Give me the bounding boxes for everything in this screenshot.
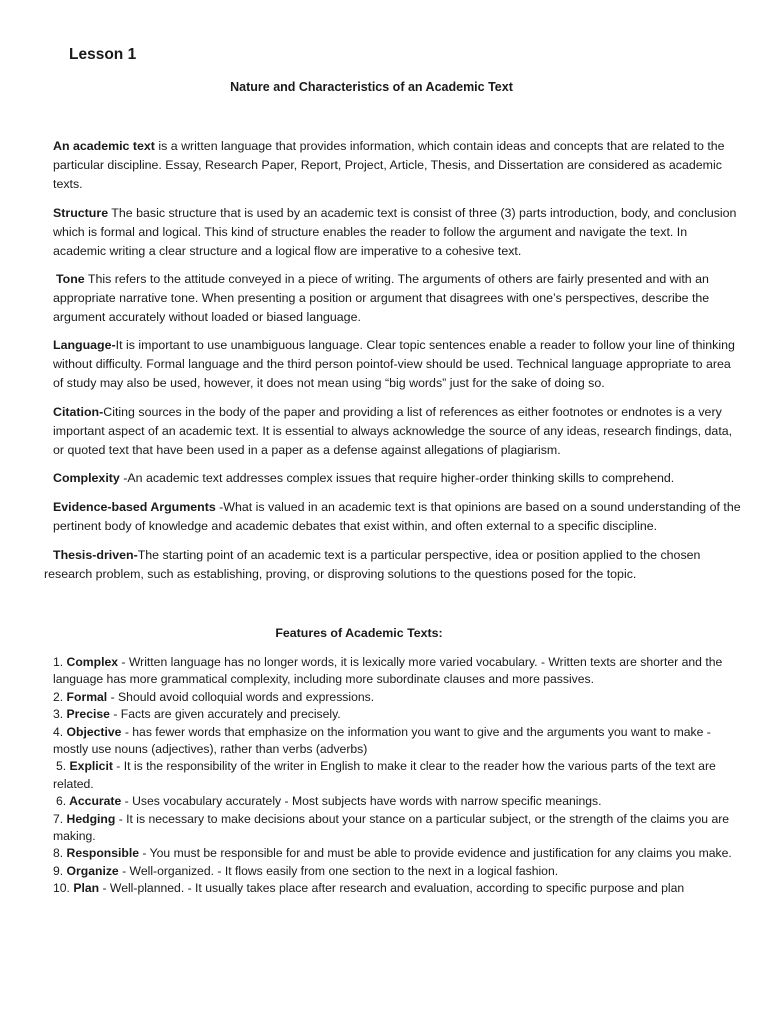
item-text: - Should avoid colloquial words and expressions. bbox=[107, 689, 375, 704]
item-text: - Uses vocabulary accurately - Most subjects have words with narrow specific meanings. bbox=[121, 794, 602, 809]
term-citation: Citation- bbox=[53, 405, 104, 419]
features-list bbox=[53, 654, 741, 898]
item-text: - Well-organized. - It flows easily from one section to the next in a logical fashion. bbox=[118, 863, 559, 878]
list-item bbox=[53, 845, 741, 862]
item-text: - has fewer words that emphasize on the information you want to give and the arguments you want to make - mostly use nouns (adjectives), rather than verbs (adverbs) bbox=[53, 724, 711, 757]
paragraph-complexity bbox=[53, 469, 743, 488]
item-term: Accurate bbox=[66, 794, 122, 809]
definition-language: It is important to use unambiguous language. Clear topic sentences enable a reader to follow your line of thinking without difficulty. Formal language and the third person pointof-view should be used. Technical language appropriate to area of study may also be used, however, it does not mean using “big words” just for the sake of doing so. bbox=[53, 338, 735, 390]
item-text: - Well-planned. - It usually takes place after research and evaluation, according to specific purpose and plan bbox=[99, 881, 685, 896]
definition-academic-text: is a written language that provides information, which contain ideas and concepts that are related to the particular discipline. Essay, Research Paper, Report, Project, Article, Thesis, and Dissertation are considered as academic texts. bbox=[53, 139, 725, 191]
list-item bbox=[53, 689, 741, 706]
item-text: - Facts are given accurately and precisely. bbox=[109, 707, 341, 722]
item-number: 3. bbox=[53, 707, 64, 722]
list-item bbox=[53, 758, 741, 793]
paragraph-citation bbox=[53, 403, 743, 460]
definition-citation: Citing sources in the body of the paper and providing a list of references as either footnotes or endnotes is a very important aspect of an academic text. It is essential to always acknowledge the source of any ideas, research findings, data, or quoted text that have been used in a paper as a defense against allegations of plagiarism. bbox=[53, 405, 733, 457]
term-language: Language- bbox=[53, 338, 116, 352]
item-text: - Written language has no longer words, it is lexically more varied vocabulary. - Written texts are shorter and the language has more grammatical complexity, including more subordinate clauses and more passives. bbox=[53, 655, 723, 687]
item-number: 1. bbox=[53, 655, 64, 669]
term-tone: Tone bbox=[56, 272, 85, 286]
item-number: 6. bbox=[56, 794, 67, 809]
item-term: Plan bbox=[69, 881, 100, 896]
item-number: 5. bbox=[56, 759, 67, 774]
item-term: Explicit bbox=[66, 759, 113, 774]
list-item bbox=[53, 654, 741, 689]
paragraph-thesis-driven bbox=[44, 546, 744, 584]
paragraph-academic-text bbox=[53, 137, 743, 194]
list-item bbox=[53, 880, 741, 897]
list-item bbox=[53, 863, 741, 880]
item-number: 10. bbox=[53, 881, 70, 896]
item-text: - It is the responsibility of the writer in English to make it clear to the reader how the various parts of the text are related. bbox=[53, 759, 716, 791]
list-item bbox=[53, 811, 741, 846]
paragraph-evidence-based bbox=[53, 498, 743, 536]
features-heading: Features of Academic Texts: bbox=[275, 626, 443, 640]
item-text: - It is necessary to make decisions about your stance on a particular subject, or the strength of the claims you are making. bbox=[53, 811, 730, 844]
document-title: Nature and Characteristics of an Academic Text bbox=[230, 80, 513, 94]
item-text: - You must be responsible for and must be able to provide evidence and justification for any claims you make. bbox=[139, 846, 732, 861]
item-term: Responsible bbox=[63, 846, 140, 861]
item-number: 8. bbox=[53, 846, 64, 861]
term-evidence-based: Evidence-based Arguments bbox=[53, 500, 216, 514]
definition-thesis-driven: The starting point of an academic text is a particular perspective, idea or position applied to the chosen research problem, such as establishing, proving, or disproving solutions to the questions posed for the topic. bbox=[44, 548, 701, 581]
item-term: Precise bbox=[63, 707, 110, 722]
item-number: 9. bbox=[53, 863, 64, 878]
definition-tone: This refers to the attitude conveyed in a piece of writing. The arguments of others are fairly presented and with an appropriate narrative tone. When presenting a position or argument that disagrees with one’s perspectives, describe the argument accurately without loaded or biased language. bbox=[53, 272, 710, 324]
item-term: Complex bbox=[63, 655, 119, 669]
item-number: 2. bbox=[53, 689, 64, 704]
lesson-heading: Lesson 1 bbox=[69, 46, 137, 63]
list-item bbox=[53, 724, 741, 759]
definition-evidence-based: -What is valued in an academic text is that opinions are based on a sound understanding of the pertinent body of knowledge and academic debates that exist within, and often external to a specific discipline. bbox=[53, 500, 741, 533]
paragraph-language bbox=[53, 336, 743, 393]
item-number: 7. bbox=[53, 811, 64, 826]
definition-complexity: -An academic text addresses complex issues that require higher-order thinking skills to comprehend. bbox=[119, 471, 675, 485]
item-term: Objective bbox=[63, 724, 122, 739]
list-item bbox=[53, 706, 741, 723]
item-term: Hedging bbox=[63, 811, 116, 826]
list-item bbox=[53, 793, 741, 810]
paragraph-structure bbox=[53, 204, 743, 261]
term-structure: Structure bbox=[53, 206, 109, 220]
item-number: 4. bbox=[53, 724, 64, 739]
item-term: Organize bbox=[63, 863, 119, 878]
item-term: Formal bbox=[63, 689, 108, 704]
paragraph-tone bbox=[53, 270, 743, 327]
term-academic-text: An academic text bbox=[53, 139, 155, 153]
term-complexity: Complexity bbox=[53, 471, 120, 485]
term-thesis-driven: Thesis-driven- bbox=[53, 548, 138, 562]
definition-structure: The basic structure that is used by an academic text is consist of three (3) parts introduction, body, and conclusion which is formal and logical. This kind of structure enables the reader to follow the argument and navigate the text. In academic writing a clear structure and a logical flow are imperative to a cohesive text. bbox=[53, 206, 737, 258]
